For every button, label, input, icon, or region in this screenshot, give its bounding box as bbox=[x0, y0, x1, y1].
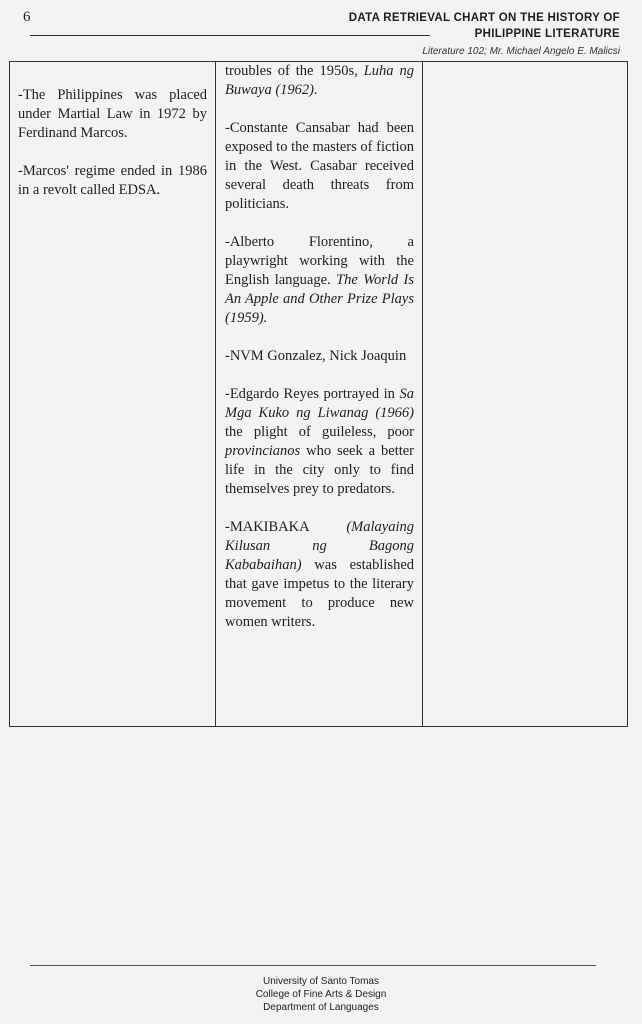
header-rule bbox=[30, 35, 430, 36]
footer-college: College of Fine Arts & Design bbox=[255, 989, 387, 1000]
column-1 bbox=[10, 62, 216, 726]
cont-italic: Luha ng Buwaya (1962). bbox=[225, 63, 414, 98]
footer-department: Department of Languages bbox=[263, 1002, 379, 1013]
title-line-2: PHILIPPINE LITERATURE bbox=[474, 28, 620, 40]
florentino-italic: The World Is An Apple and Other Prize Plays (1959). bbox=[225, 272, 415, 326]
makibaka-c: was established that gave impetus to the literary movement to produce new women writers. bbox=[225, 557, 415, 630]
column-3 bbox=[423, 62, 627, 726]
reyes-d: provincianos bbox=[225, 443, 301, 459]
makibaka-b: (Malayaing Kilusan ng Bagong Kababaihan) bbox=[225, 519, 414, 573]
col2-entry-makibaka bbox=[225, 518, 414, 632]
col2-entry-cansabar: -Constante Cansabar had been exposed to the masters of fiction in the West. Casabar received several death threats from politicians. bbox=[225, 120, 414, 212]
reyes-a: -Edgardo Reyes portrayed in bbox=[225, 386, 395, 402]
reyes-e: who seek a better life in the city only to find themselves prey to predators. bbox=[225, 443, 414, 497]
footer bbox=[0, 975, 642, 1014]
col1-entry-martial-law: -The Philippines was placed under Martial Law in 1972 by Ferdinand Marcos. bbox=[18, 87, 207, 141]
retrieval-chart-table bbox=[9, 61, 628, 727]
col1-entry-edsa: -Marcos' regime ended in 1986 in a revolt called EDSA. bbox=[18, 163, 207, 198]
reyes-b: Sa Mga Kuko ng Liwanag (1966) bbox=[225, 386, 414, 421]
col2-continued-text bbox=[225, 62, 414, 100]
florentino-text: -Alberto Florentino, a playwright working with the English language. bbox=[225, 234, 414, 288]
footer-university: University of Santo Tomas bbox=[263, 976, 379, 987]
makibaka-a: -MAKIBAKA bbox=[225, 519, 309, 535]
document-title bbox=[260, 10, 620, 42]
col2-entry-florentino bbox=[225, 233, 414, 328]
reyes-c: the plight of guileless, poor bbox=[225, 424, 414, 440]
header-credit: Literature 102; Mr. Michael Angelo E. Malicsi bbox=[422, 46, 620, 57]
cont-text: troubles of the 1950s, bbox=[225, 63, 358, 79]
column-2 bbox=[216, 62, 423, 726]
title-line-1: DATA RETRIEVAL CHART ON THE HISTORY OF bbox=[348, 12, 620, 24]
footer-rule bbox=[30, 965, 596, 966]
page-number: 6 bbox=[23, 9, 31, 25]
col2-entry-gonzalez: -NVM Gonzalez, Nick Joaquin bbox=[225, 348, 407, 364]
col2-entry-reyes bbox=[225, 385, 414, 499]
